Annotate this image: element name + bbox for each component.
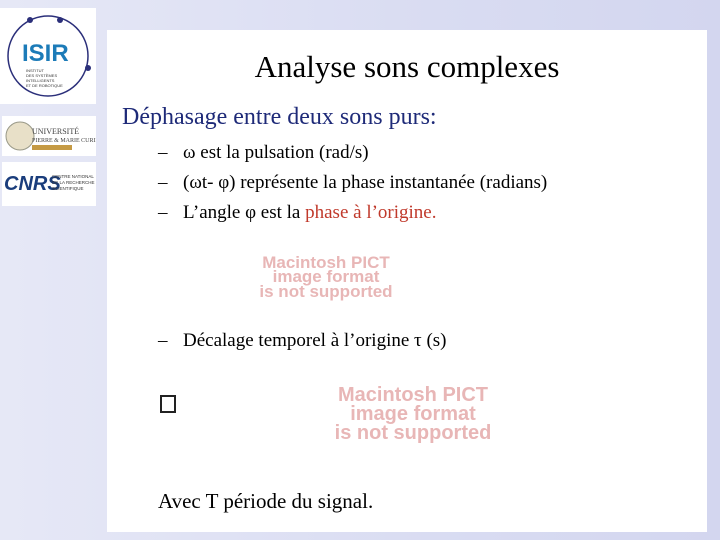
missing-glyph-box xyxy=(160,395,176,413)
svg-text:ISIR: ISIR xyxy=(22,40,69,67)
cnrs-logo xyxy=(2,162,96,206)
svg-text:CNRS: CNRS xyxy=(4,173,61,195)
slide-subtitle: Déphasage entre deux sons purs: xyxy=(122,104,437,130)
svg-text:SCIENTIFIQUE: SCIENTIFIQUE xyxy=(52,186,84,191)
svg-text:INSTITUT: INSTITUT xyxy=(26,68,44,73)
pict-placeholder-2: Macintosh PICT image format is not supported xyxy=(334,384,492,444)
bullet-phase-instantanee: – (ωt- φ) représente la phase instantanée (radians) xyxy=(158,172,548,193)
bullet-decalage: – Décalage temporel à l’origine τ (s) xyxy=(158,330,447,351)
note-periode: Avec T période du signal. xyxy=(158,489,374,513)
svg-text:ET DE ROBOTIQUE: ET DE ROBOTIQUE xyxy=(26,83,63,88)
svg-text:DE LA RECHERCHE: DE LA RECHERCHE xyxy=(52,180,95,185)
svg-text:CENTRE NATIONAL: CENTRE NATIONAL xyxy=(52,174,94,179)
bullet-pulsation: – ω est la pulsation (rad/s) xyxy=(158,142,369,163)
svg-text:PIERRE & MARIE CURIE: PIERRE & MARIE CURIE xyxy=(32,138,96,144)
bullet-phase-origine: – L’angle φ est la phase à l’origine. xyxy=(158,202,437,223)
slide-title: Analyse sons complexes xyxy=(254,49,560,84)
pict-placeholder-1: Macintosh PICT image format is not supported xyxy=(259,253,393,301)
svg-text:DES SYSTÈMES: DES SYSTÈMES xyxy=(26,73,58,78)
svg-text:INTELLIGENTS: INTELLIGENTS xyxy=(26,78,55,83)
isir-logo xyxy=(0,8,96,104)
svg-text:UNIVERSITÉ: UNIVERSITÉ xyxy=(32,127,80,136)
upmc-logo xyxy=(2,116,96,156)
